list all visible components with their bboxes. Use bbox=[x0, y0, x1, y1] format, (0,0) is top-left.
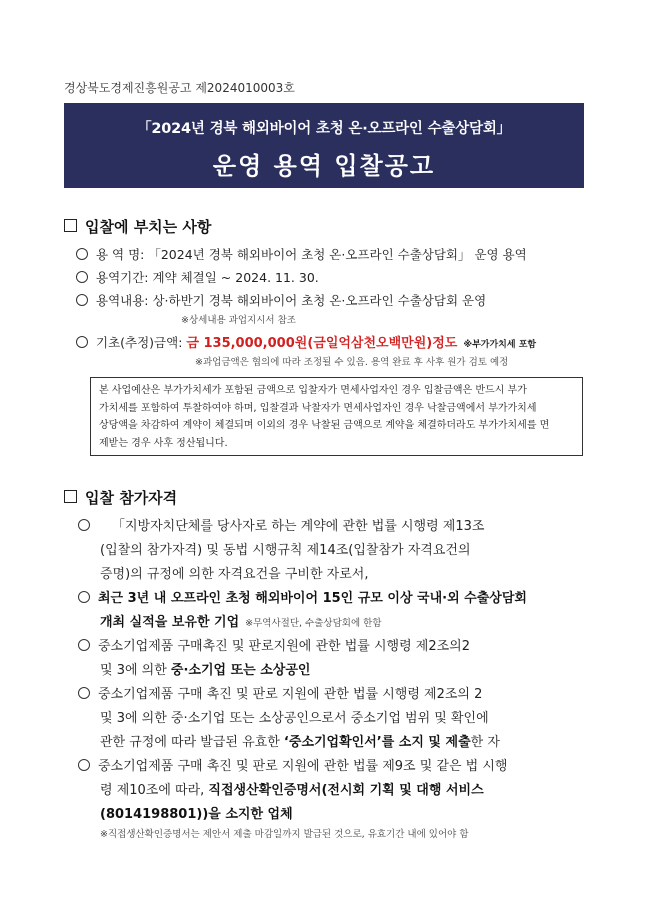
eligibility-item-5-line-2: 령 제10조에 따라, 직접생산확인증명서(전시회 기획 및 대행 서비스 bbox=[100, 783, 484, 798]
vat-note: ※부가가치세 포함 bbox=[463, 340, 537, 350]
notice-line: 본 사업예산은 부가가치세가 포함된 금액으로 입찰자가 면세사업자인 경우 입찰금액은 반드시 부가 bbox=[99, 385, 527, 396]
item-2-note: ※무역사절단, 수출상담회에 한함 bbox=[245, 618, 382, 629]
eligibility-item-4-line-3: 관한 규정에 따라 발급된 유효한 ‘중소기업확인서’를 소지 및 제출한 자 bbox=[100, 735, 500, 750]
square-bullet-icon bbox=[64, 219, 77, 232]
section-heading-bidding-items bbox=[64, 216, 211, 237]
eligibility-item-1-line-1: 「지방자치단체를 당사자로 하는 계약에 관한 법률 시행령 제13조 bbox=[78, 515, 484, 534]
section-heading-eligibility bbox=[64, 487, 177, 508]
eligibility-item-3-line-1: 중소기업제품 구매촉진 및 판로지원에 관한 법률 시행령 제2조의2 bbox=[78, 635, 470, 654]
banner-subtitle: 「2024년 경북 해외바이어 초청 온·오프라인 수출상담회」 bbox=[137, 121, 511, 137]
square-bullet-icon bbox=[64, 490, 77, 503]
circle-bullet-icon bbox=[78, 639, 90, 651]
vat-notice-box bbox=[90, 377, 583, 456]
service-name-line bbox=[76, 245, 527, 263]
eligibility-item-5-line-3: (8014198801))을 소지한 업체 bbox=[100, 807, 293, 822]
eligibility-item-4-line-1: 중소기업제품 구매 촉진 및 판로 지원에 관한 법률 시행령 제2조의 2 bbox=[78, 683, 482, 702]
announcement-number: 경상북도경제진흥원공고 제2024010003호 bbox=[64, 81, 295, 95]
service-period: 용역기간: 계약 체결일 ~ 2024. 11. 30. bbox=[96, 270, 319, 285]
section-heading-text: 입찰에 부치는 사항 bbox=[85, 218, 212, 236]
item-5-note: ※직접생산확인증명서는 제안서 제출 마감일까지 발급된 것으로, 유효기간 내에 있어야 함 bbox=[100, 829, 469, 840]
eligibility-item-1-line-3: 증명)의 규정에 의한 자격요건을 구비한 자로서, bbox=[100, 567, 369, 582]
eligibility-item-1-line-2: (입찰의 참가자격) 및 동법 시행규칙 제14조(입찰참가 자격요건의 bbox=[100, 543, 471, 558]
eligibility-item-2-line-1: 최근 3년 내 오프라인 초청 해외바이어 15인 규모 이상 국내·외 수출상담회 bbox=[78, 587, 527, 606]
section-heading-text: 입찰 참가자격 bbox=[85, 489, 178, 507]
price-label: 기초(추정)금액: bbox=[96, 335, 187, 350]
circle-bullet-icon bbox=[78, 687, 90, 699]
service-period-line bbox=[76, 268, 319, 286]
notice-line: 제받는 경우 사후 정산됩니다. bbox=[99, 437, 228, 449]
notice-line: 가치세를 포함하여 투찰하여야 하며, 입찰결과 낙찰자가 면세사업자인 경우 낙찰금액에서 부가가치세 bbox=[99, 402, 537, 414]
eligibility-item-4-line-2: 및 3에 의한 중·소기업 또는 소상공인으로서 중소기업 범위 및 확인에 bbox=[100, 711, 489, 726]
banner-title: 운영 용역 입찰공고 bbox=[212, 152, 436, 180]
circle-bullet-icon bbox=[78, 759, 90, 771]
price-adjust-note: ※과업금액은 협의에 따라 조정될 수 있음. 용역 완료 후 사후 원가 검토 예정 bbox=[195, 357, 509, 368]
service-content: 용역내용: 상·하반기 경북 해외바이어 초청 온·오프라인 수출상담회 운영 bbox=[96, 293, 487, 308]
estimated-price-line bbox=[76, 332, 536, 351]
title-banner bbox=[64, 103, 584, 188]
service-name: 용 역 명: 「2024년 경북 해외바이어 초청 온·오프라인 수출상담회」 운영 용역 bbox=[96, 247, 527, 262]
eligibility-item-2-line-2: 개최 실적을 보유한 기업 ※무역사절단, 수출상담회에 한함 bbox=[100, 615, 382, 630]
service-content-line bbox=[76, 291, 486, 309]
circle-bullet-icon bbox=[76, 336, 88, 348]
circle-bullet-icon bbox=[76, 294, 88, 306]
circle-bullet-icon bbox=[78, 591, 90, 603]
eligibility-item-3-line-2: 및 3에 의한 중·소기업 또는 소상공인 bbox=[100, 663, 311, 678]
content-note: ※상세내용 과업지시서 참조 bbox=[181, 315, 296, 326]
circle-bullet-icon bbox=[76, 248, 88, 260]
notice-line: 상당액을 차감하여 계약이 체결되며 이외의 경우 낙찰된 금액으로 계약을 체결하더라도 부가가치세를 면 bbox=[99, 420, 550, 431]
eligibility-item-5-line-1: 중소기업제품 구매 촉진 및 판로 지원에 관한 법률 제9조 및 같은 법 시행 bbox=[78, 755, 507, 774]
circle-bullet-icon bbox=[78, 519, 90, 531]
price-value: 금 135,000,000원(금일억삼천오백만원)정도 bbox=[186, 336, 458, 351]
circle-bullet-icon bbox=[76, 271, 88, 283]
